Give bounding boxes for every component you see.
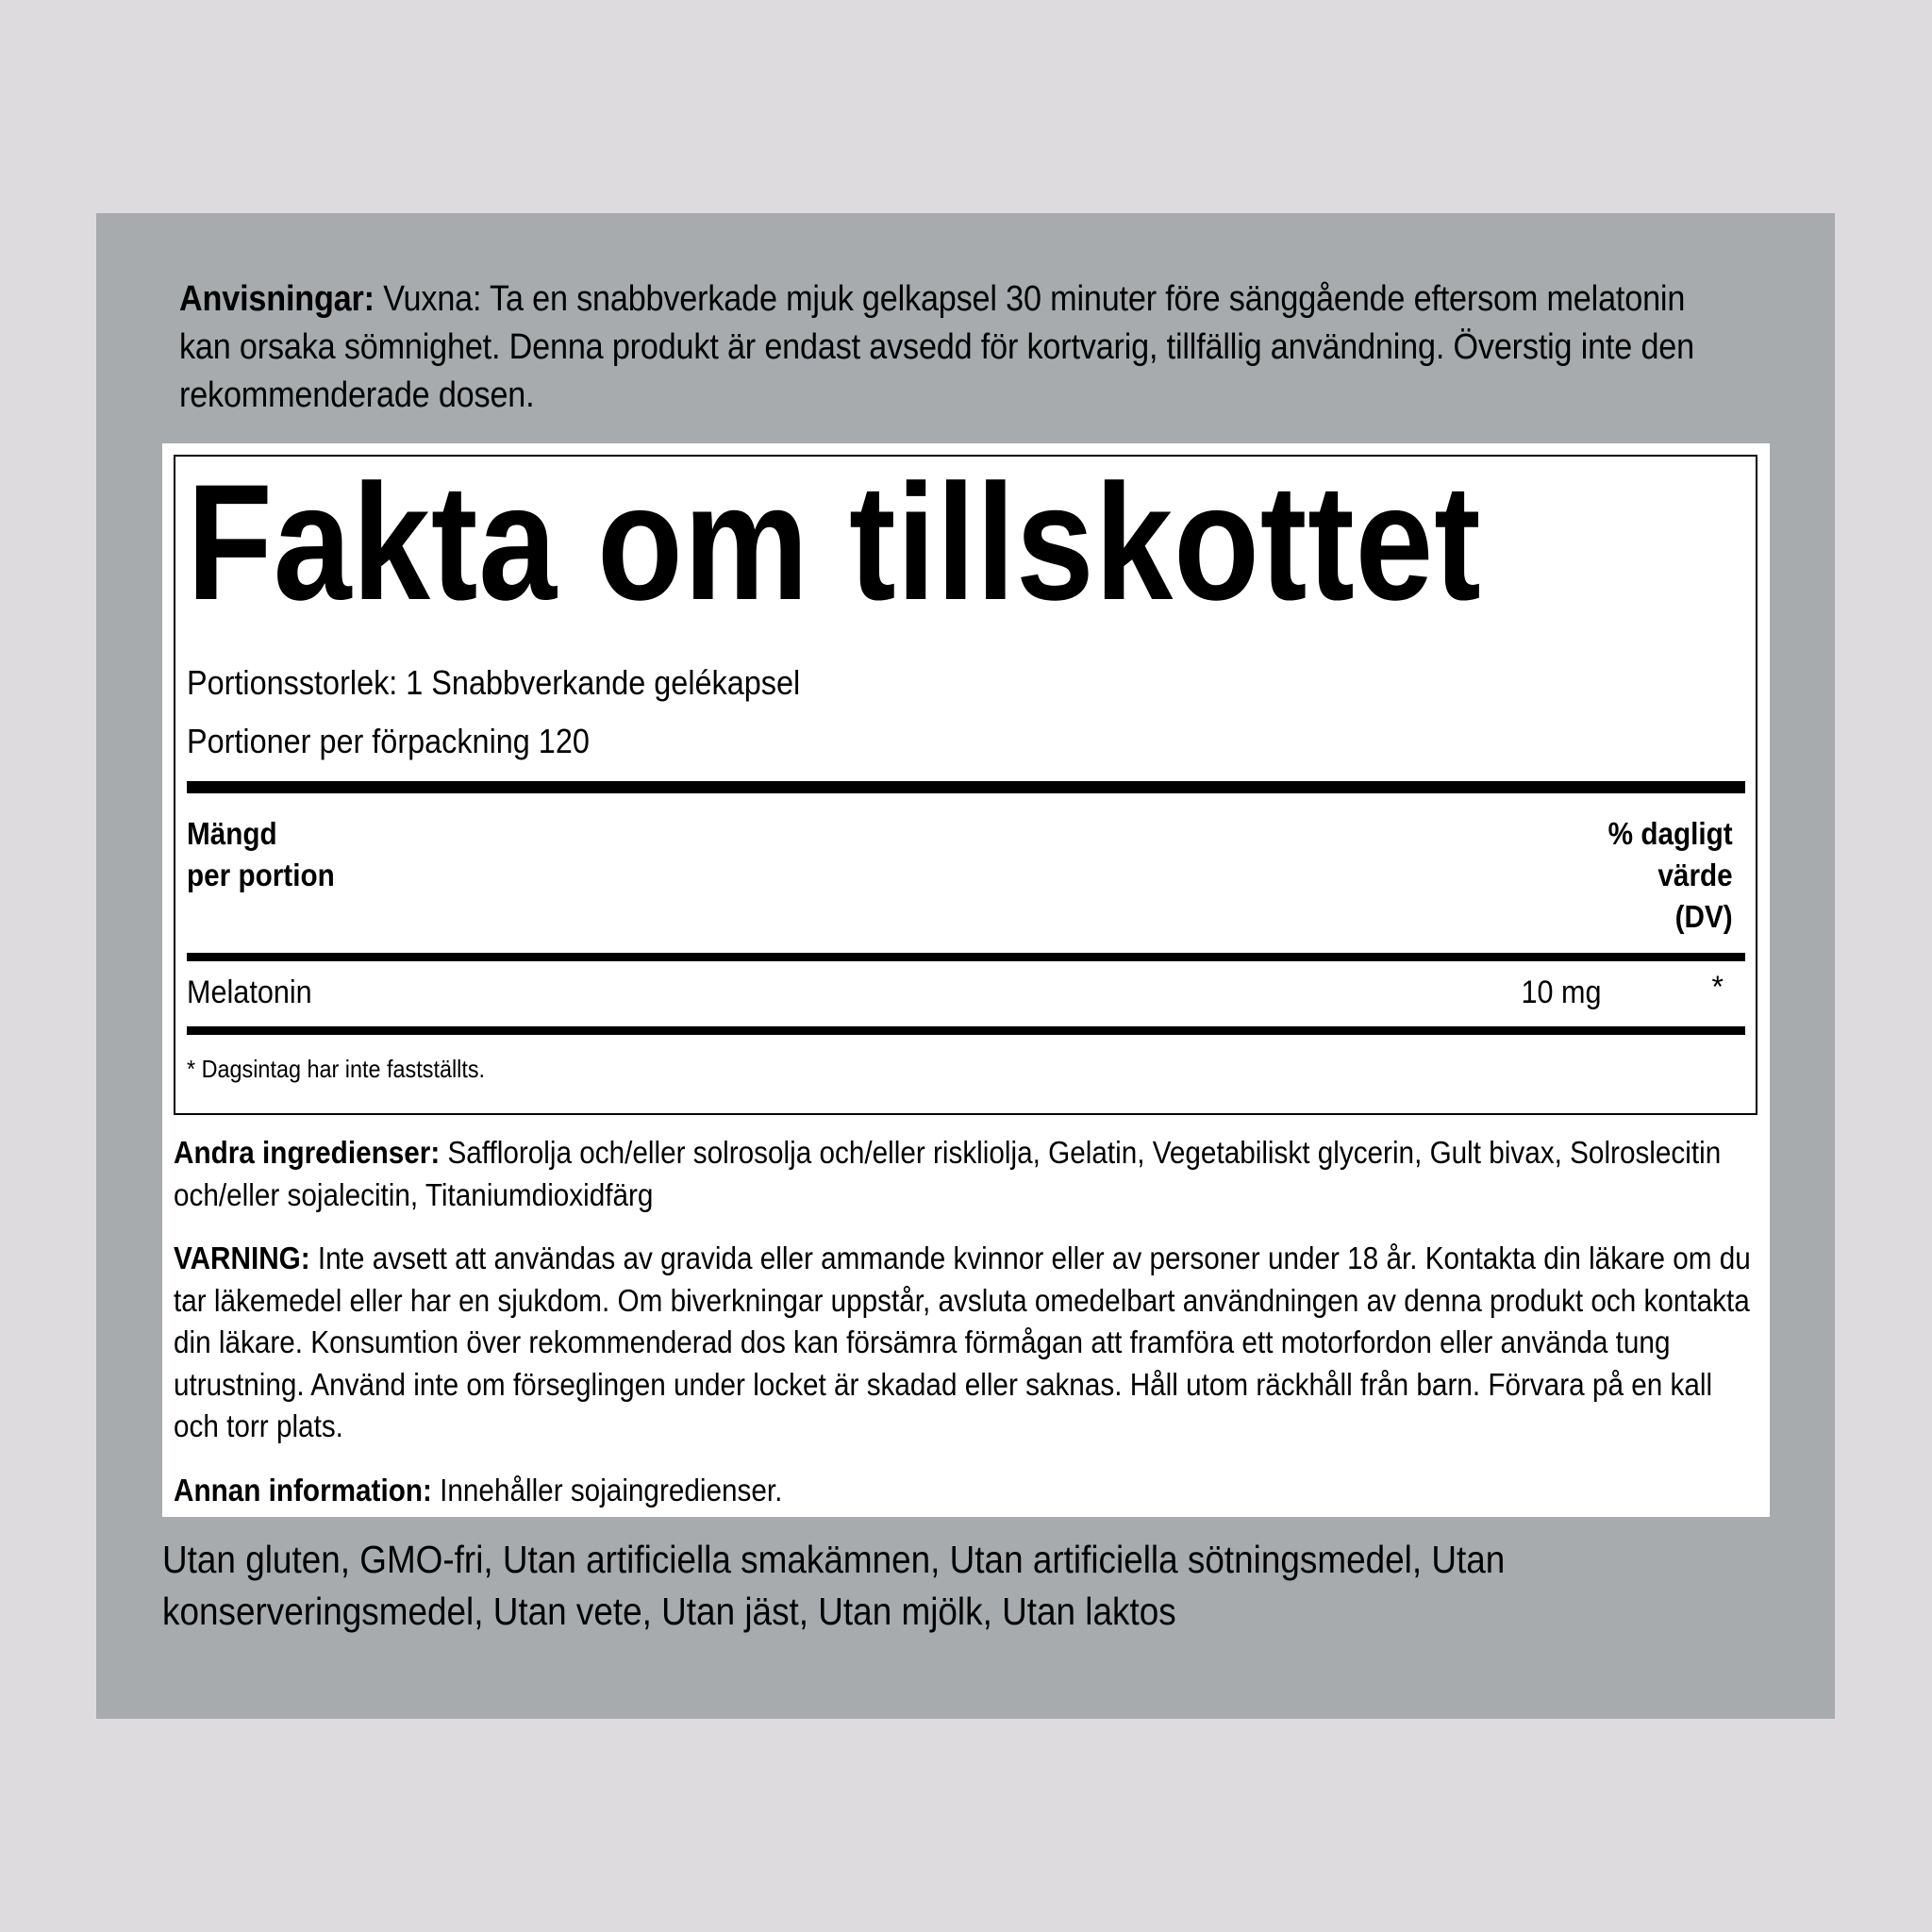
other-ingredients-label: Andra ingredienser: (174, 1135, 441, 1170)
warning (174, 1238, 1753, 1448)
other-ingredients-body: Safflorolja och/eller solrosolja och/eller riskliolja, Gelatin, Vegetabiliskt glycerin, Gult bivax, Solroslecitin och/eller sojalecitin, Titaniumdioxidfärg (174, 1135, 1722, 1212)
other-information-label: Annan information: (174, 1473, 432, 1507)
directions-body: Vuxna: Ta en snabbverkade mjuk gelkapsel 30 minuter före sänggående eftersom melatonin kan orsaka sömnighet. Denna produkt är endast avsedd för kortvarig, tillfällig användning. Överstig inte den rekommenderade dosen. (179, 279, 1694, 415)
other-information (174, 1470, 1753, 1512)
divider-footer (187, 1026, 1745, 1035)
header-amount-line-2: per portion (187, 858, 335, 892)
header-dv-line-2: värde (1657, 858, 1733, 892)
header-dv-line-1: % dagligt (1607, 816, 1733, 851)
directions-label: Anvisningar: (179, 279, 375, 319)
other-information-body: Innehåller sojaingredienser. (431, 1473, 783, 1507)
divider-thick (187, 781, 1745, 793)
nutrient-daily-value: * (1711, 970, 1724, 1004)
serving-size: Portionsstorlek: 1 Snabbverkande gelékapsel (187, 663, 801, 702)
supplement-facts-section (162, 443, 1770, 1517)
daily-value-footnote: * Dagsintag har inte fastställts. (187, 1055, 486, 1083)
header-dv-line-3: (DV) (1674, 899, 1733, 934)
facts-title: Fakta om tillskottet (187, 451, 1482, 635)
servings-per-container: Portioner per förpackning 120 (187, 722, 590, 760)
other-ingredients (174, 1132, 1753, 1216)
directions-text (179, 275, 1707, 420)
supplement-facts-box (174, 451, 1757, 1115)
warning-label: VARNING: (174, 1241, 310, 1275)
nutrient-amount: 10 mg (1520, 974, 1601, 1010)
free-from-claims: Utan gluten, GMO-fri, Utan artificiella smakämnen, Utan artificiella sötningsmedel, Utan konserveringsmedel, Utan vete, Utan jäst, Utan mjölk, Utan laktos (162, 1538, 1506, 1633)
header-amount-per-serving (187, 813, 335, 896)
header-amount-line-1: Mängd (187, 816, 277, 851)
header-daily-value (1608, 813, 1733, 938)
label-panel (96, 213, 1835, 1719)
divider-header (187, 953, 1745, 961)
warning-body: Inte avsett att användas av gravida eller ammande kvinnor eller av personer under 18 år. Kontakta din läkare om du tar läkemedel eller har en sjukdom. Om biverkningar uppstår, avsluta omedelbart användningen av denna produkt och kontakta din läkare. Konsumtion över rekommenderad dos kan försämra förmågan att framföra ett motorfordon eller använda tung utrustning. Använd inte om förseglingen under locket är skadad eller saknas. Håll utom räckhåll från barn. Förvara på en kall och torr plats. (174, 1241, 1751, 1443)
nutrient-name: Melatonin (187, 974, 312, 1010)
